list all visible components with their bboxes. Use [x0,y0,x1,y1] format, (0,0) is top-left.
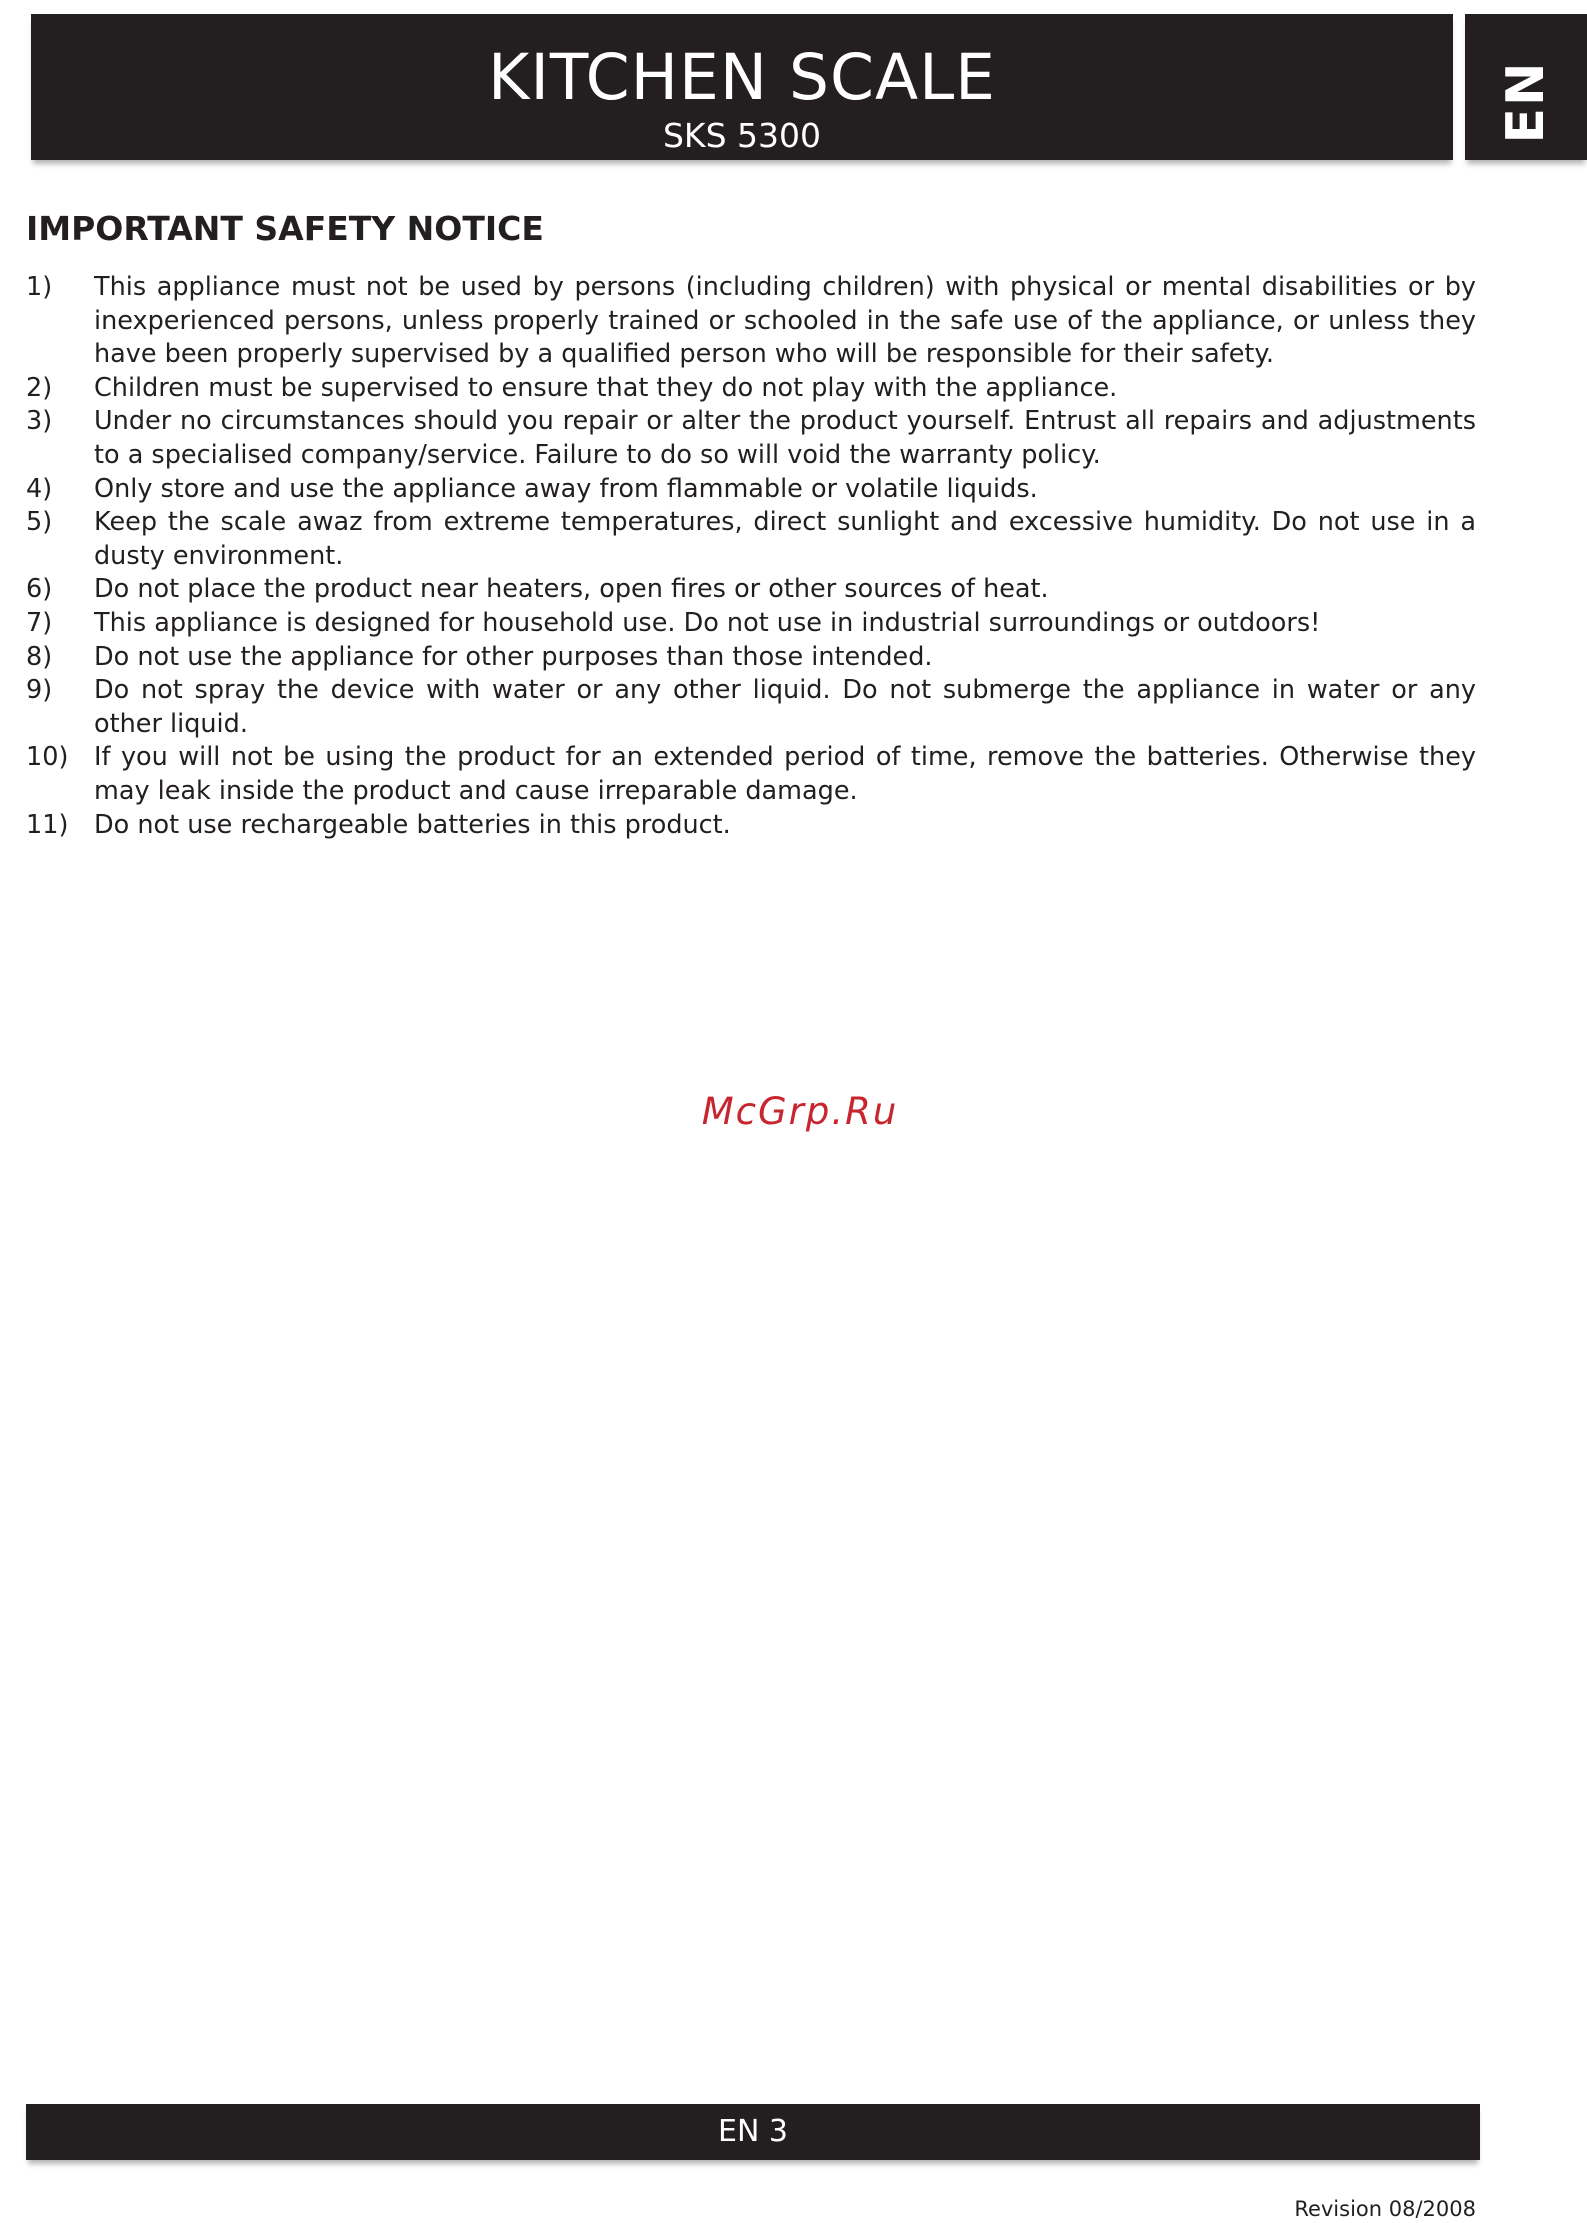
list-item [26,573,1476,607]
list-item [26,372,1476,406]
list-item [26,809,1476,843]
item-text: If you will not be using the product for an extended period of time, remove the batteries. Otherwise they may leak inside the product and cause irreparable damage. [94,742,1476,806]
list-item [26,641,1476,675]
item-number: 9) [26,675,53,706]
item-text: This appliance must not be used by persons (including children) with physical or mental disabilities or by inexperienced persons, unless properly trained or schooled in the safe use of the appliance, or unless they have been properly supervised by a qualified person who will be responsible for their safety. [94,272,1476,370]
item-number: 11) [26,809,69,840]
item-text: Children must be supervised to ensure that they do not play with the appliance. [94,372,1118,403]
item-text: Do not use rechargeable batteries in this product. [94,809,731,840]
safety-notice-list [26,271,1476,842]
model-number: SKS 5300 [662,116,821,155]
list-item [26,271,1476,372]
item-text: Do not spray the device with water or any other liquid. Do not submerge the appliance in water or any other liquid. [94,675,1476,739]
list-item [26,741,1476,808]
document-title: KITCHEN SCALE [488,41,996,114]
item-number: 1) [26,272,53,302]
item-number: 2) [26,372,53,403]
footer-bar [26,2104,1480,2160]
revision-label: Revision 08/2008 [1294,2197,1476,2221]
item-text: Keep the scale awaz from extreme temperatures, direct sunlight and excessive humidity. Do not use in a dusty environment. [94,507,1476,571]
item-text: Do not place the product near heaters, open fires or other sources of heat. [94,574,1049,605]
watermark: McGrp.Ru [701,1090,899,1133]
item-text: This appliance is designed for household use. Do not use in industrial surroundings or outdoors! [94,607,1321,638]
list-item [26,506,1476,573]
item-number: 5) [26,507,53,538]
language-tab [1465,14,1587,160]
item-text: Under no circumstances should you repair or alter the product yourself. Entrust all repairs and adjustments to a specialised company/service. Failure to do so will void the warranty policy. [94,406,1476,470]
page-number: EN 3 [717,2114,789,2149]
section-heading: IMPORTANT SAFETY NOTICE [26,209,544,248]
item-number: 7) [26,607,53,638]
item-number: 10) [26,742,69,773]
list-item [26,607,1476,641]
item-number: 6) [26,574,53,605]
item-number: 4) [26,473,53,504]
item-number: 3) [26,406,53,437]
item-number: 8) [26,641,53,672]
header-bar [31,14,1453,160]
list-item [26,405,1476,472]
list-item [26,473,1476,507]
item-text: Only store and use the appliance away from flammable or volatile liquids. [94,473,1038,504]
language-tab-label: EN [1496,60,1556,144]
item-text: Do not use the appliance for other purposes than those intended. [94,641,933,672]
list-item [26,674,1476,741]
